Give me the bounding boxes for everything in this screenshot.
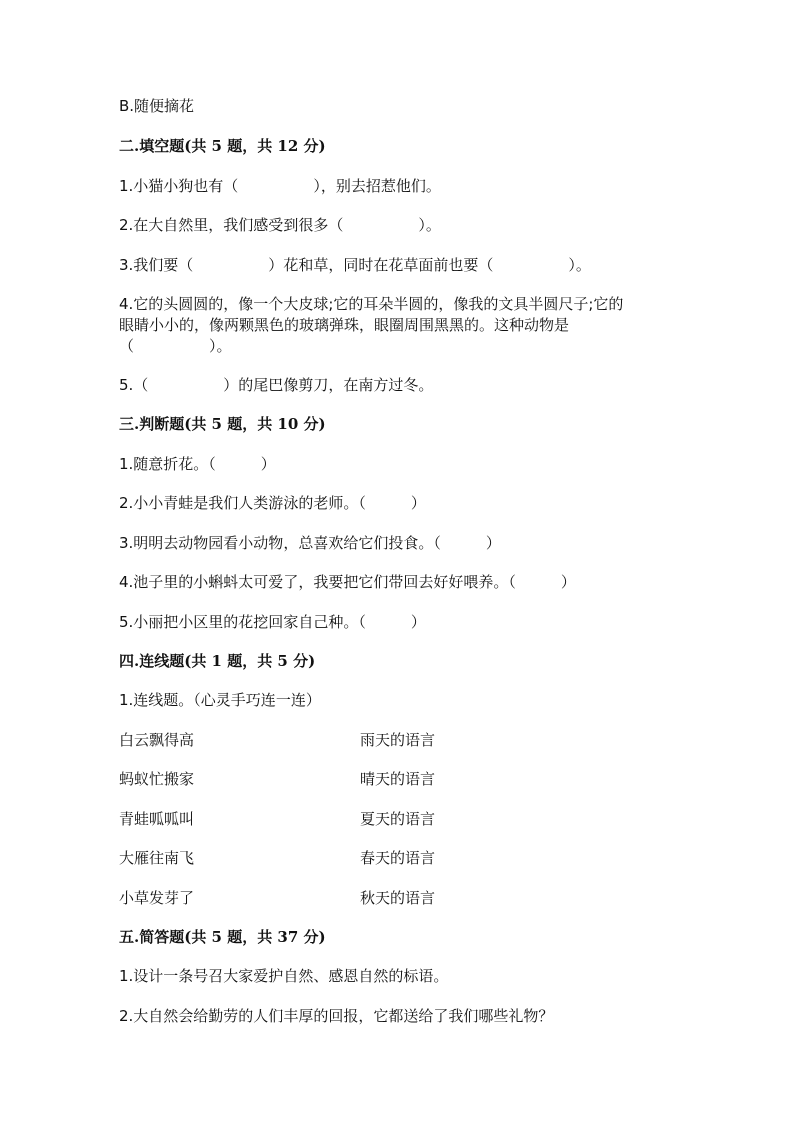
fill-blank-question-4-line-1: 4.它的头圆圆的，像一个大皮球;它的耳朵半圆的，像我的文具半圆尺子;它的 [119,295,624,313]
true-false-question-3: 3.明明去动物园看小动物，总喜欢给它们投食。（ ） [119,534,501,552]
matching-right-item-4: 春天的语言 [360,849,436,867]
fill-blank-question-4-line-3: （ ）。 [119,337,232,355]
matching-right-item-5: 秋天的语言 [360,889,436,907]
fill-blank-question-5: 5.（ ）的尾巴像剪刀，在南方过冬。 [119,376,434,394]
matching-left-item-2: 蚂蚁忙搬家 [119,770,195,788]
true-false-question-2: 2.小小青蛙是我们人类游泳的老师。（ ） [119,494,426,512]
section-fill-blank-heading: 二.填空题(共 5 题，共 12 分) [119,137,326,155]
matching-left-item-3: 青蛙呱呱叫 [119,810,195,828]
section-true-false-heading: 三.判断题(共 5 题，共 10 分) [119,415,326,433]
fill-blank-question-2: 2.在大自然里，我们感受到很多（ ）。 [119,216,441,234]
matching-right-item-3: 夏天的语言 [360,810,436,828]
fill-blank-question-1: 1.小猫小狗也有（ ），别去招惹他们。 [119,177,441,195]
matching-left-item-1: 白云飘得高 [119,731,195,749]
matching-left-item-5: 小草发芽了 [119,889,195,907]
short-answer-question-2: 2.大自然会给勤劳的人们丰厚的回报，它都送给了我们哪些礼物？ [119,1007,554,1025]
matching-right-item-1: 雨天的语言 [360,731,436,749]
matching-question-1: 1.连线题。（心灵手巧连一连） [119,691,321,709]
short-answer-question-1: 1.设计一条号召大家爱护自然、感恩自然的标语。 [119,967,449,985]
section-matching-heading: 四.连线题(共 1 题，共 5 分) [119,652,316,670]
matching-left-item-4: 大雁往南飞 [119,849,195,867]
fill-blank-question-4-line-2: 眼睛小小的，像两颗黑色的玻璃弹珠，眼圈周围黑黑的。这种动物是 [119,316,570,334]
matching-right-item-2: 晴天的语言 [360,770,436,788]
fill-blank-question-3: 3.我们要（ ）花和草，同时在花草面前也要（ ）。 [119,256,591,274]
true-false-question-4: 4.池子里的小蝌蚪太可爱了，我要把它们带回去好好喂养。（ ） [119,573,576,591]
section-short-answer-heading: 五.简答题(共 5 题，共 37 分) [119,928,326,946]
previous-option-b: B.随便摘花 [119,97,195,115]
true-false-question-1: 1.随意折花。（ ） [119,455,276,473]
true-false-question-5: 5.小丽把小区里的花挖回家自己种。（ ） [119,613,426,631]
